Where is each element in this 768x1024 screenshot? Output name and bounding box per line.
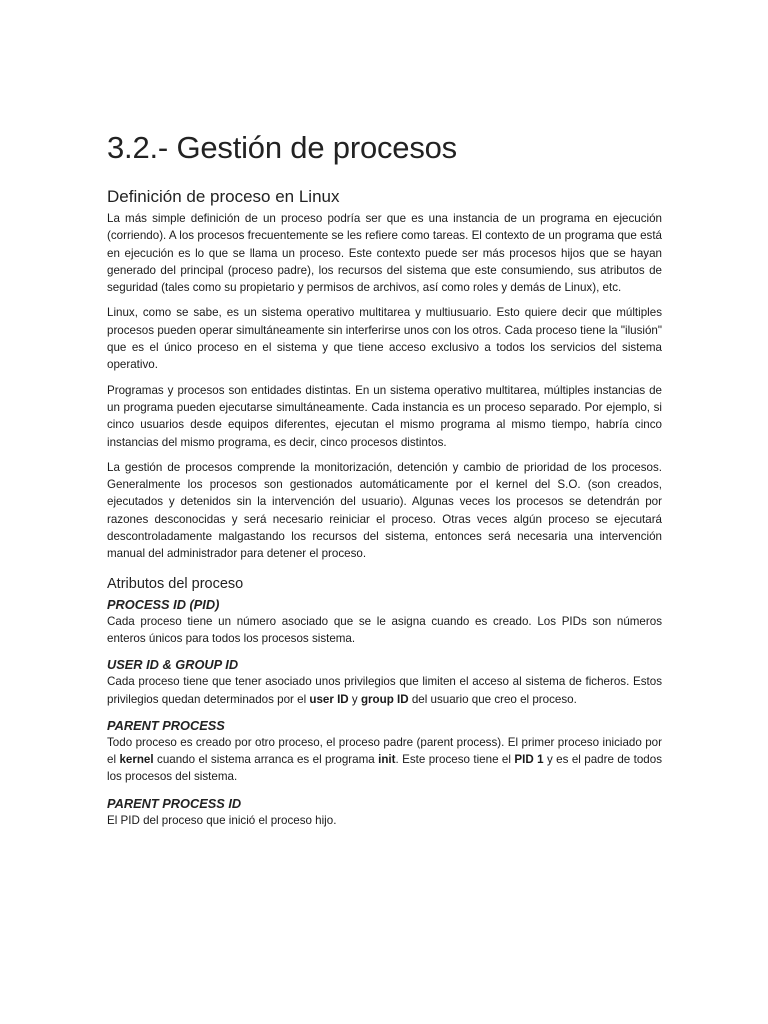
uid-bold-user: user ID (309, 692, 349, 706)
attribute-heading-ppid: PARENT PROCESS ID (107, 795, 242, 811)
attribute-heading-pid: PROCESS ID (PID) (107, 596, 220, 612)
attribute-text-uid (107, 673, 662, 708)
attribute-ppid (107, 795, 662, 829)
uid-text-b: y (348, 692, 361, 706)
attribute-uid (107, 656, 662, 708)
section-heading-definicion: Definición de proceso en Linux (107, 187, 340, 206)
uid-text-a: Cada proceso tiene que tener asociado unos privilegios que limiten el acceso al sistema de ficheros. Estos privilegios quedan determinados por el (107, 675, 662, 706)
attribute-pid (107, 596, 662, 648)
attribute-text-ppid: El PID del proceso que inició el proceso hijo. (107, 813, 337, 827)
parent-bold-kernel: kernel (119, 753, 154, 767)
parent-text-a: Todo proceso es creado por otro proceso, el proceso padre (parent process). El primer proceso iniciado por el (107, 735, 662, 767)
paragraph-2: Linux, como se sabe, es un sistema operativo multitarea y multiusuario. Esto quiere decir que múltiples procesos pueden operar simultáneamente sin interferirse unos con los otros. Cada proceso tiene la "ilusión" que es el único proceso en el sistema y que tiene acceso exclusivo a todos los servicios del sistema operativo. (107, 306, 662, 372)
document-page (107, 128, 662, 838)
attribute-heading-uid: USER ID & GROUP ID (107, 657, 239, 673)
paragraph-3: Programas y procesos son entidades distintas. En un sistema operativo multitarea, múltiples instancias de un programa pueden ejecutarse simultáneamente. Cada instancia es un proceso separado. Por ejemplo, si cinco usuarios desde equipos diferentes, ejecutan el mismo programa al mismo tiempo, habría cinco instancias del mismo programa, es decir, cinco procesos distintos. (107, 383, 662, 449)
paragraph-4: La gestión de procesos comprende la monitorización, detención y cambio de prioridad de los procesos. Generalmente los procesos son gestionados automáticamente por el kernel del S.O. (son creados, ejecutados y detenidos sin la intervención del usuario). Algunas veces los procesos se detendrán por razones desconocidas y será necesario reiniciar el proceso. Otras veces algún proceso se ejecutará descontroladamente malgastando los recursos del sistema, entonces será necesaria una intervención manual del administrador para detener el proceso. (107, 460, 662, 561)
page-title: 3.2.- Gestión de procesos (107, 130, 457, 165)
attribute-parent (107, 717, 662, 786)
attribute-text-pid: Cada proceso tiene un número asociado que se le asigna cuando es creado. Los PIDs son números enteros únicos para todos los procesos sistema. (107, 614, 662, 645)
uid-bold-group: group ID (360, 692, 409, 706)
uid-text-c: del usuario que creo el proceso. (408, 692, 577, 706)
parent-text-b: cuando el sistema arranca es el programa (153, 753, 379, 767)
paragraph-1: La más simple definición de un proceso podría ser que es una instancia de un programa en ejecución (corriendo). A los procesos frecuentemente se les refiere como tareas. El contexto de un programa que está en ejecución es lo que se llama un proceso. Este contexto puede ser más procesos hijos que se hayan generado del principal (proceso padre), los recursos del sistema que este consumiendo, sus atributos de seguridad (tales como su propietario y permisos de archivos, así como roles y demás de Linux), etc. (107, 212, 662, 295)
attribute-text-parent (107, 734, 662, 786)
attribute-heading-parent: PARENT PROCESS (107, 717, 225, 733)
section-heading-atributos: Atributos del proceso (107, 575, 244, 592)
parent-bold-pid1: PID 1 (514, 753, 544, 767)
parent-text-c: . Este proceso tiene el (395, 753, 515, 767)
parent-bold-init: init (378, 753, 396, 767)
parent-text-d: y es el padre de todos los procesos del sistema. (107, 753, 662, 784)
